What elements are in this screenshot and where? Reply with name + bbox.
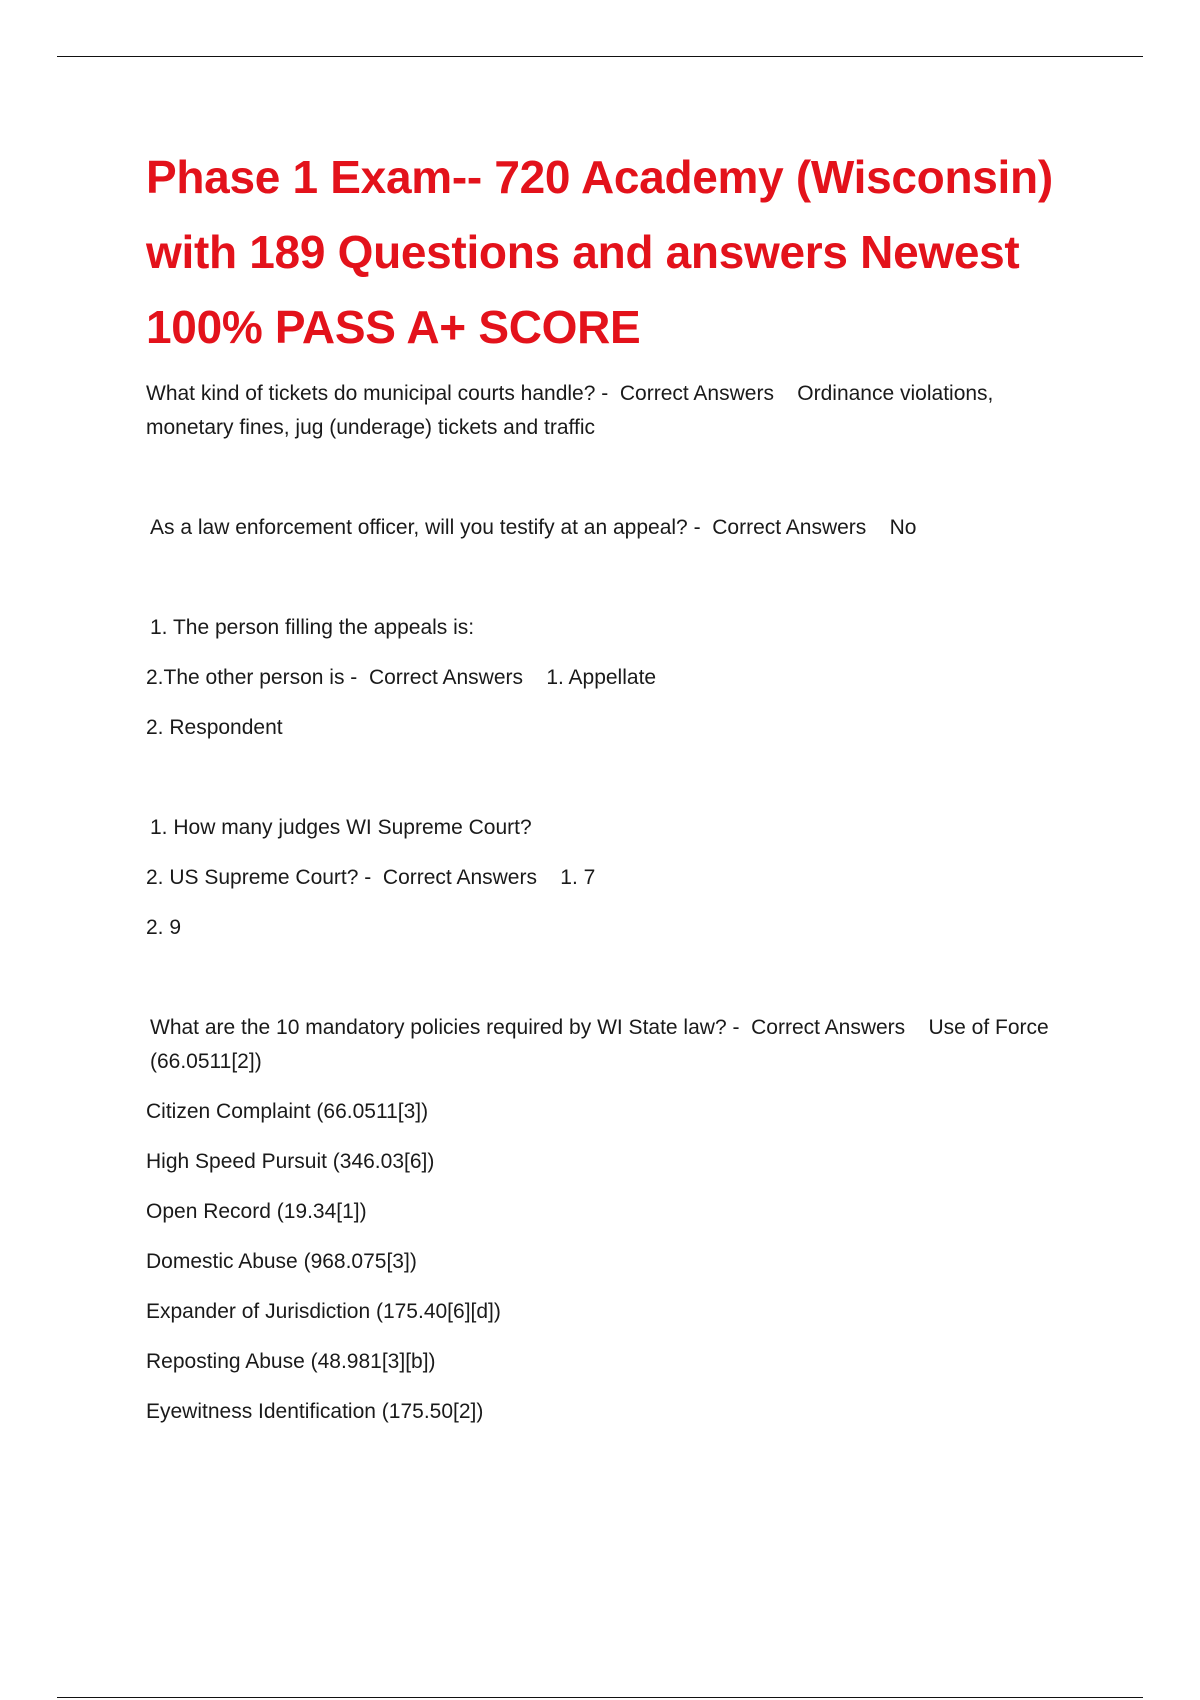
qa-testify-appeal (146, 511, 1086, 545)
qa-line: High Speed Pursuit (346.03[6]) (146, 1150, 435, 1173)
bottom-rule (57, 1697, 1143, 1698)
qa-line: Expander of Jurisdiction (175.40[6][d]) (146, 1300, 501, 1323)
qa-line: Eyewitness Identification (175.50[2]) (146, 1400, 484, 1423)
qa-appeals-parties (146, 611, 1086, 745)
document-body (146, 140, 1086, 1429)
qa-line: 2. US Supreme Court? - Correct Answers 1. 7 (146, 866, 596, 889)
qa-line: 1. The person filling the appeals is: (150, 616, 475, 639)
qa-line: As a law enforcement officer, will you testify at an appeal? - Correct Answers No (150, 516, 917, 539)
qa-line: 1. How many judges WI Supreme Court? (150, 816, 532, 839)
qa-line: Reposting Abuse (48.981[3][b]) (146, 1350, 436, 1373)
qa-line: What kind of tickets do municipal courts handle? - Correct Answers Ordinance violations, monetary fines, jug (underage) tickets and traffic (146, 382, 1000, 439)
qa-line: 2.The other person is - Correct Answers 1. Appellate (146, 666, 657, 689)
qa-municipal-courts (146, 377, 1086, 445)
document-title: Phase 1 Exam-- 720 Academy (Wisconsin) with 189 Questions and answers Newest 100% PASS A+ SCORE (146, 151, 1053, 353)
qa-supreme-court-judges (146, 811, 1086, 945)
qa-line: 2. 9 (146, 916, 182, 939)
qa-line: Domestic Abuse (968.075[3]) (146, 1250, 417, 1273)
qa-line: 2. Respondent (146, 716, 283, 739)
top-rule (57, 56, 1143, 57)
qa-mandatory-policies (146, 1011, 1086, 1429)
qa-line: Citizen Complaint (66.0511[3]) (146, 1100, 429, 1123)
qa-line: What are the 10 mandatory policies required by WI State law? - Correct Answers Use of Force (66.0511[2]) (150, 1016, 1055, 1073)
qa-line: Open Record (19.34[1]) (146, 1200, 367, 1223)
